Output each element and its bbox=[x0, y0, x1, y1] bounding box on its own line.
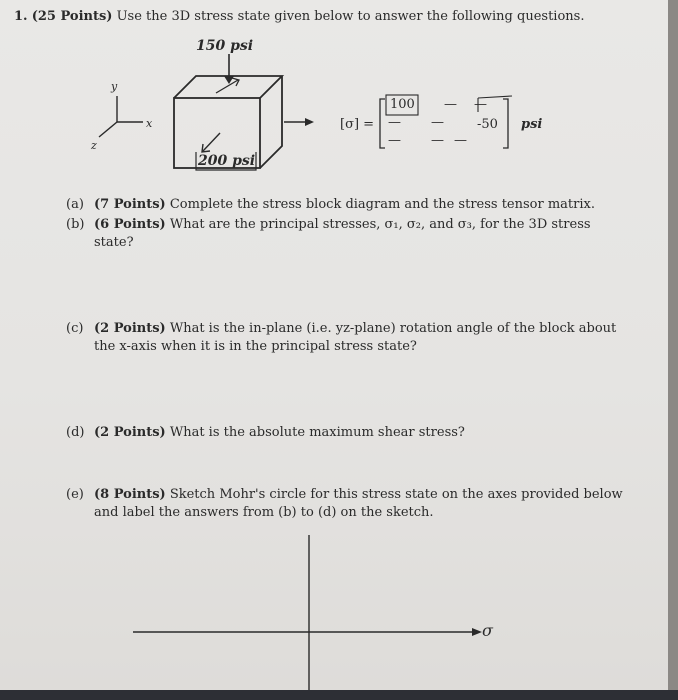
side-load-label: 200 psi bbox=[198, 153, 256, 169]
part-e-text-cont: and label the answers from (b) to (d) on the sketch. bbox=[94, 505, 434, 520]
part-c bbox=[66, 320, 616, 356]
part-e bbox=[66, 486, 623, 522]
part-c-text: What is the in-plane (i.e. yz-plane) rotation angle of the block about bbox=[169, 321, 617, 336]
matrix-value-13: — bbox=[474, 97, 487, 112]
part-b-points: (6 Points) bbox=[94, 217, 166, 232]
matrix-value-33: -50 bbox=[477, 117, 498, 132]
mohr-sigma-arrowhead bbox=[472, 628, 482, 636]
front-face-arrow bbox=[203, 133, 220, 151]
matrix-value-31: — bbox=[388, 133, 401, 148]
matrix-right-bracket bbox=[503, 99, 508, 148]
matrix-label: [σ] = bbox=[340, 117, 375, 132]
question-prompt: Use the 3D stress state given below to answer the following questions. bbox=[116, 9, 585, 24]
matrix-value-32: — bbox=[431, 133, 444, 148]
matrix-left-bracket bbox=[380, 99, 385, 148]
background-edge bbox=[668, 0, 678, 690]
part-d-label: (d) bbox=[66, 425, 85, 440]
part-e-text: Sketch Mohr's circle for this stress state on the axes provided below bbox=[169, 487, 623, 502]
question-number: 1. bbox=[14, 9, 28, 24]
screen-bottom-edge bbox=[0, 690, 678, 700]
top-load-label: 150 psi bbox=[196, 38, 254, 54]
part-c-label: (c) bbox=[66, 321, 84, 336]
part-a bbox=[66, 196, 595, 214]
axis-z-label: z bbox=[91, 139, 97, 152]
cube-side-face bbox=[260, 76, 282, 168]
matrix-value-22: — bbox=[431, 115, 444, 130]
top-face-arrow bbox=[216, 80, 238, 93]
matrix-unit: psi bbox=[521, 117, 543, 132]
part-d-points: (2 Points) bbox=[94, 425, 166, 440]
part-d-text: What is the absolute maximum shear stress? bbox=[169, 425, 465, 440]
part-a-label: (a) bbox=[66, 197, 84, 212]
matrix-value-23: — bbox=[454, 133, 467, 148]
side-arrowhead bbox=[305, 118, 314, 126]
part-e-label: (e) bbox=[66, 487, 84, 502]
part-b bbox=[66, 216, 591, 252]
matrix-value-11: 100 bbox=[390, 97, 415, 112]
part-a-text: Complete the stress block diagram and the stress tensor matrix. bbox=[169, 197, 595, 212]
matrix-value-12: — bbox=[444, 97, 457, 112]
axis-y-label: y bbox=[111, 80, 118, 93]
part-a-points: (7 Points) bbox=[94, 197, 166, 212]
part-b-label: (b) bbox=[66, 217, 85, 232]
part-c-points: (2 Points) bbox=[94, 321, 166, 336]
question-points: (25 Points) bbox=[31, 9, 113, 24]
mohr-sigma-label: σ bbox=[482, 621, 493, 640]
part-e-points: (8 Points) bbox=[94, 487, 166, 502]
part-d bbox=[66, 424, 465, 442]
z-axis-line bbox=[99, 122, 117, 137]
part-b-text-cont: state? bbox=[94, 235, 134, 250]
matrix-value-21: — bbox=[388, 115, 401, 130]
axis-x-label: x bbox=[146, 117, 153, 130]
part-b-text: What are the principal stresses, σ₁, σ₂, and σ₃, for the 3D stress bbox=[169, 217, 591, 232]
part-c-text-cont: the x-axis when it is in the principal stress state? bbox=[94, 339, 417, 354]
